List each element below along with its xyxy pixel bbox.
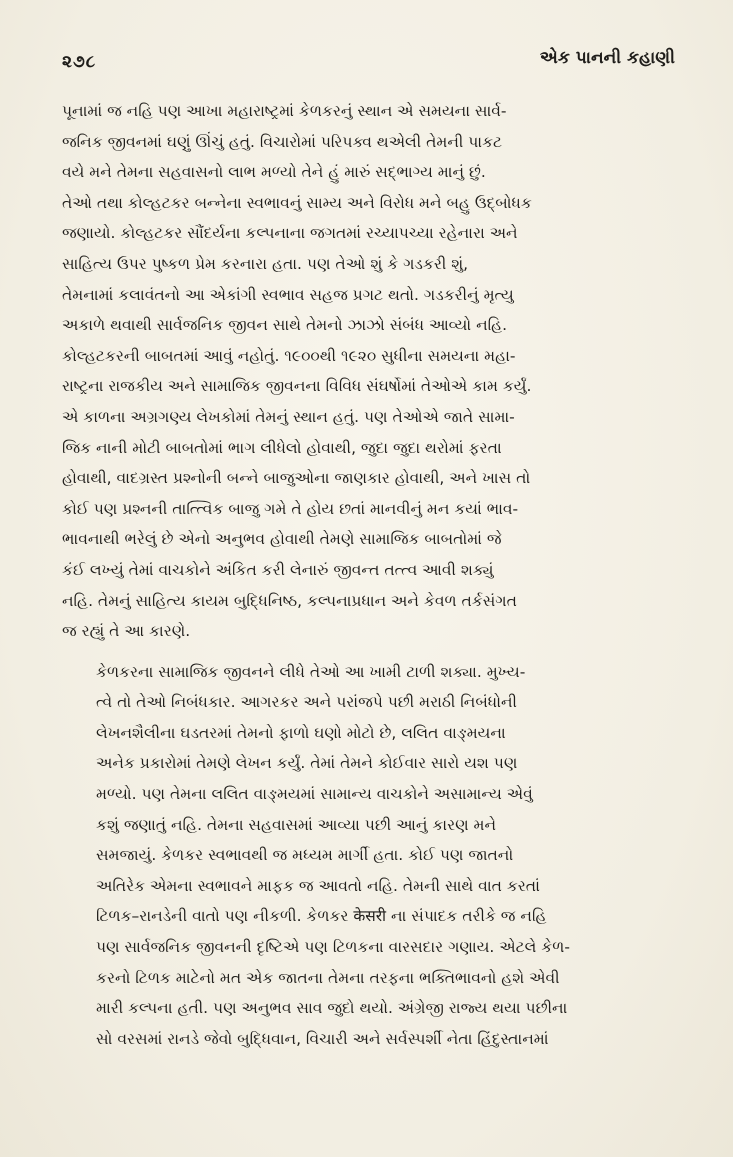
text-line: નહિ. તેમનું સાહિત્ય કાયમ બુદ્ધિનિષ્ઠ, કલ્પનાપ્રધાન અને કેવળ તર્કસંગત	[62, 591, 517, 610]
text-line: કરનો ટિળક માટેનો મત એક જાતના તેમના તરફના ભક્તિભાવનો હશે એવી	[96, 968, 560, 987]
text-line: અનેક પ્રકારોમાં તેમણે લેખન કર્યું. તેમાં તેમને કોઈવાર સારો યશ પણ	[96, 754, 518, 773]
text-line: હોવાથી, વાદગ્રસ્ત પ્રશ્નોની બન્ને બાજુઓના જાણકાર હોવાથી, અને ખાસ તો	[62, 469, 531, 488]
text-line: સાહિત્ય ઉપર પુષ્કળ પ્રેમ કરનારા હતા. પણ તેઓ શું કે ગડકરી શું,	[62, 254, 469, 273]
text-line: મળ્યો. પણ તેમના લલિત વાઙ્મયમાં સામાન્ય વાચકોને અસામાન્ય એવું	[96, 785, 533, 804]
running-title: એક પાનની કહાણી	[539, 48, 675, 68]
text-line: જણાયો. કોલ્હટકર સૌંદર્યના કલ્પનાના જગતમાં રચ્યાપચ્યા રહેનારા અને	[62, 224, 518, 243]
paragraph	[62, 657, 675, 1055]
text-line: અકાળે થવાથી સાર્વજનિક જીવન સાથે તેમનો ઝાઝો સંબંધ આવ્યો નહિ.	[62, 316, 508, 335]
text-line: ભાવનાથી ભરેલું છે એનો અનુભવ હોવાથી તેમણે સામાજિક બાબતોમાં જે	[62, 530, 502, 549]
text-line: સમજાયું. કેળકર સ્વભાવથી જ મધ્યમ માર્ગી હતા. કોઈ પણ જાતનો	[96, 846, 514, 865]
text-line: તેઓ તથા કોલ્હટકર બન્નેના સ્વભાવનું સામ્ય અને વિરોધ મને બહુ ઉદ્બોધક	[62, 193, 532, 212]
text-line: કેળકરના સામાજિક જીવનને લીધે તેઓ આ ખામી ટાળી શક્યા. મુખ્ય-	[96, 662, 526, 681]
page-number: ૨૭૮	[62, 52, 97, 72]
text-line: કશું જણાતું નહિ. તેમના સહવાસમાં આવ્યા પછી આનું કારણ મને	[96, 815, 497, 834]
text-line: જિક નાની મોટી બાબતોમાં ભાગ લીધેલો હોવાથી, જુદા જુદા થરોમાં ફરતા	[62, 438, 502, 457]
text-line: રાષ્ટ્રના રાજકીય અને સામાજિક જીવનના વિવિધ સંઘર્ષોમાં તેઓએ કામ કર્યું.	[62, 377, 532, 396]
text-line: ત્વે તો તેઓ નિબંધકાર. આગરકર અને પરાંજપે પછી મરાઠી નિબંધોની	[96, 693, 517, 712]
text-line: કોઈ પણ પ્રશ્નની તાત્ત્વિક બાજુ ગમે તે હોય છતાં માનવીનું મન કયાં ભાવ-	[62, 499, 519, 518]
running-head	[62, 48, 675, 88]
text-line: જ રહ્યું તે આ કારણે.	[62, 622, 191, 641]
text-line: એ કાળના અગ્રગણ્ય લેખકોમાં તેમનું સ્થાન હતું. પણ તેઓએ જાતે સામા-	[62, 407, 515, 426]
text-line: પૂનામાં જ નહિ પણ આખા મહારાષ્ટ્રમાં કેળકરનું સ્થાન એ સમયના સાર્વ-	[62, 102, 507, 120]
text-line: પણ સાર્વજનિક જીવનની દૃષ્ટિએ પણ ટિળકના વારસદાર ગણાય. એટલે કેળ-	[96, 938, 570, 957]
text-line: કંઈ લખ્યું તેમાં વાચકોને અંકિત કરી લેનારું જીવન્ત તત્ત્વ આવી શક્યું	[62, 560, 494, 579]
text-line: મારી કલ્પના હતી. પણ અનુભવ સાવ જુદો થયો. અંગ્રેજી રાજ્ય થયા પછીના	[96, 999, 568, 1018]
text-line: અતિરેક એમના સ્વભાવને માફક જ આવતો નહિ. તેમની સાથે વાત કરતાં	[96, 876, 540, 895]
text-line: વયે મને તેમના સહવાસનો લાભ મળ્યો તેને હું મારું સદ્ભાગ્ય માનું છું.	[62, 163, 486, 182]
text-line: તેમનામાં કલાવંતનો આ એકાંગી સ્વભાવ સહજ પ્રગટ થતો. ગડકરીનું મૃત્યુ	[62, 285, 514, 304]
paragraph	[62, 96, 675, 647]
text-line: સો વરસમાં રાનડે જેવો બુદ્ધિવાન, વિચારી અને સર્વસ્પર્શી નેતા હિંદુસ્તાનમાં	[96, 1029, 549, 1048]
text-line: કોલ્હટકરની બાબતમાં આવું નહોતું. ૧૯૦૦થી ૧૯૨૦ સુધીના સમયના મહા-	[62, 346, 516, 365]
text-line: લેખનશૈલીના ઘડતરમાં તેમનો ફાળો ઘણો મોટો છે, લલિત વાઙ્મયના	[96, 723, 506, 742]
text-line: જનિક જીવનમાં ઘણું ઊંચું હતું. વિચારોમાં પરિપક્વ થએલી તેમની પાકટ	[62, 132, 503, 151]
body-text	[62, 96, 675, 1054]
text-line: ટિળક–રાનડેની વાતો પણ નીકળી. કેળકર केसरी ના સંપાદક તરીકે જ નહિ	[96, 907, 547, 926]
